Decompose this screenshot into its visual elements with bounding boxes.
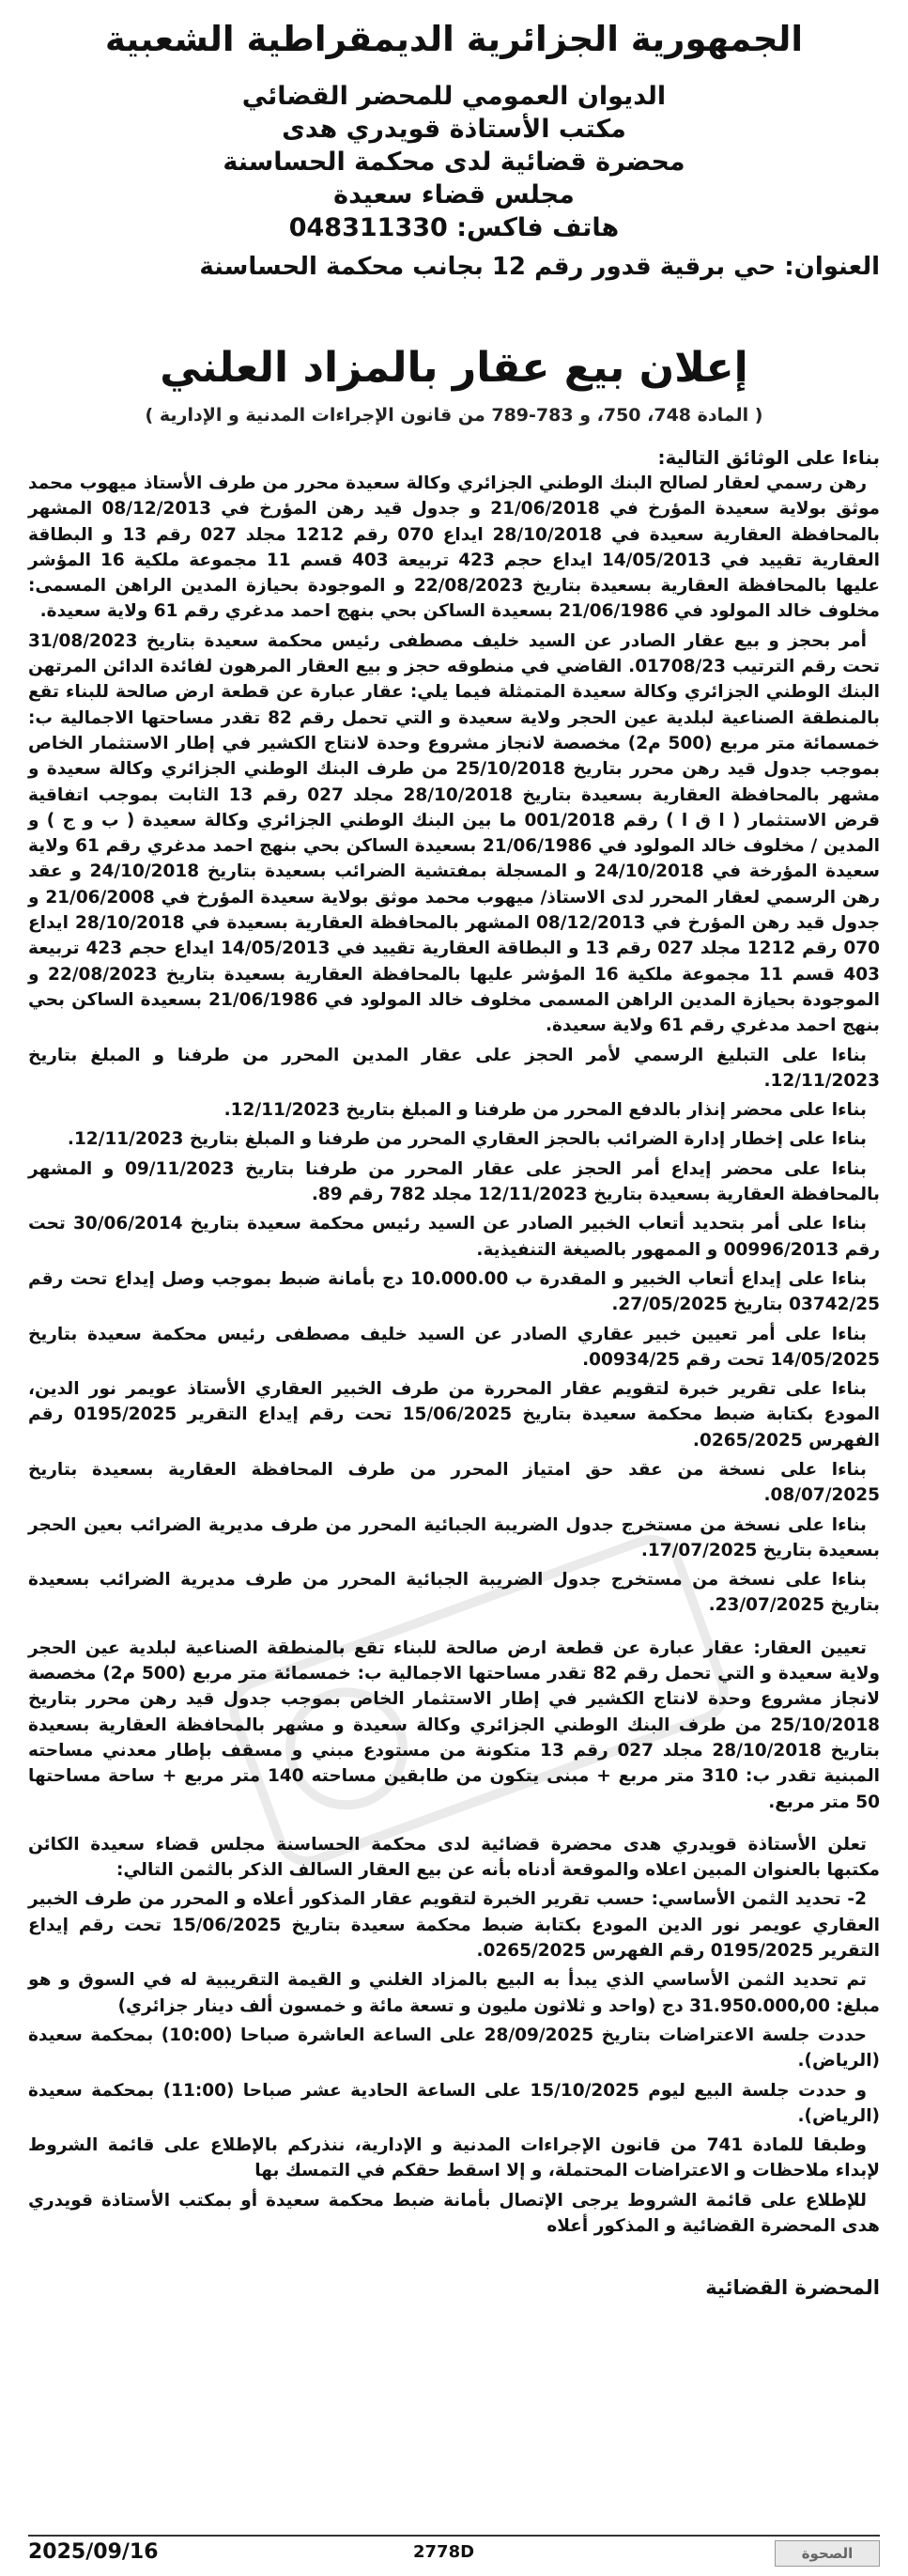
basis-paragraph: بناءا على إخطار إدارة الضرائب بالحجز العقاري المحرر من طرفنا و المبلغ بتاريخ 12/11/2023. [67,1129,867,1150]
basis-paragraph: أمر بحجز و بيع عقار الصادر عن السيد خليف مصطفى رئيس محكمة سعيدة بتاريخ 31/08/2023 تحت رقم الترتيب 01708/23. القاضي في منطوقه حجز و بيع العقار المرهون لفائدة الدائن المرتهن البنك الوطني الجزائري وكالة سعيدة المتمثلة فيما يلي: عقار عبارة عن قطعة ارض صالحة للبناء تقع بالمنطقة الصناعية لبلدية عين الحجر ولاية سعيدة و التي تحمل رقم 82 تقدر مساحتها الاجمالية ب: خمسمائة متر مربع (500 م2) مخصصة لانجاز مشروع وحدة لانتاج الكشير في إطار الاستثمار الخاص بموجب جدول قيد رهن محرر بتاريخ 25/10/2018 من طرف البنك الوطني الجزائري وكالة سعيدة و مشهر بالمحافظة العقارية بسعيدة بتاريخ 28/10/2018 مجلد 027 رقم 13 الثابت بموجب اتفاقية قرض الاستثمار ( ا ق ا ) رقم 001/2018 ما بين البنك الوطني الجزائري وكالة سعيدة ( ب و ج ) و المدين / مخلوف خالد المولود في 21/06/1986 بسعيدة الساكن بحي بنهج احمد مدغري رقم 61 ولاية سعيدة المؤرخة في 24/10/2018 و المسجلة بمفتشية الضرائب بسعيدة بتاريخ 24/10/2018 و عقد رهن الرسمي لعقار المحرر لدى الاستاذ/ ميهوب محمد موثق بولاية سعيدة المؤرخ في 21/06/2008 و جدول قيد رهن المؤرخ في 08/12/2013 المشهر بالمحافظة العقارية بسعيدة في 28/10/2018 ايداع 070 رقم 1212 مجلد 027 رقم 13 و البطاقة العقارية تقييد في 14/05/2013 ايداع حجم 423 تربيعة 403 قسم 11 مجموعة ملكية 16 المؤشر عليها بالمحافظة العقارية بسعيدة بتاريخ 22/08/2023 و الموجودة بحيازة المدين الراهن المسمى مخلوف خالد المولود في 21/06/1986 بسعيدة الساكن بحي بنهج احمد مدغري رقم 61 ولاية سعيدة. [28,630,881,1036]
spacer [28,1622,880,1636]
country-name: الجمهورية الجزائرية الديمقراطية الشعبية [104,19,804,59]
basis-paragraph: رهن رسمي لعقار لصالح البنك الوطني الجزائري وكالة سعيدة محرر من طرف الأستاذ ميهوب محمد موثق بولاية سعيدة المؤرخ في 21/06/2018 و جدول قيد رهن المؤرخ في 08/12/2013 المشهر بالمحافظة العقارية سعيدة في 28/10/2018 ايداع 070 رقم 1212 مجلد 027 رقم 13 و البطاقة العقارية تقييد في 14/05/2013 ايداع حجم 423 تربيعة 403 قسم 11 مجموعة ملكية 16 المؤشر عليها بالمحافظة العقارية بسعيدة بتاريخ 22/08/2023 و الموجودة بحيازة المدين الراهن المسمى: مخلوف خالد المولود في 21/06/1986 بسعيدة الساكن بحي بنهج احمد مدغري رقم 61 ولاية سعيدة. [28,473,881,622]
ad-code: 2778D [413,2542,475,2562]
header [28,0,880,284]
sale-session: و حددت جلسة البيع ليوم 15/10/2025 على الساعة الحادية عشر صباحا (11:00) بمحكمة سعيدة (الرياض). [28,2080,880,2126]
notice-subtitle: ( المادة 748، 750، و 783-789 من قانون الإجراءات المدنية و الإدارية ) [145,405,763,426]
basis-paragraph: بناءا على نسخة من مستخرج جدول الضريبة الجبائية المحرر من طرف مديرية الضرائب بعين الحجر بسعيدة بتاريخ 17/07/2025. [28,1514,880,1560]
phone-fax: هاتف فاكس: 048311330 [288,213,620,242]
price-amount-paragraph: تم تحديد الثمن الأساسي الذي يبدأ به البيع بالمزاد الغلني و القيمة التقريبية له في السوق و هو مبلغ: 31.950.000,00 دج (واحد و ثلاثون مليون و تسعة مائة و خمسون ألف دينار جزائري) [28,1970,880,2016]
office-block [28,80,880,244]
notice-paragraph: تعلن الأستاذة قويدري هدى محضرة قضائية لدى محكمة الحساسنة مجلس قضاء سعيدة الكائن مكتبها بالعنوان المبين اعلاه والموقعة أدناه بأنه عن بيع العقار السالف الذكر بالثمن التالي: [28,1834,880,1881]
contact-info: للإطلاع على قائمة الشروط يرجى الإتصال بأمانة ضبط محكمة سعيدة أو بمكتب الأستاذة قويدري هدى المحضرة القضائية و المذكور أعلاه [28,2190,880,2236]
basis-paragraph: بناءا على نسخة من عقد حق امتياز المحرر من طرف المحافظة العقارية بسعيدة بتاريخ 08/07/2025. [28,1459,880,1506]
footer [28,2535,880,2568]
office-line: محضرة قضائية لدى محكمة الحساسنة [223,147,685,177]
basis-paragraph: بناءا على تقرير خبرة لتقويم عقار المحررة من طرف الخبير العقاري الأستاذ عويمر نور الدين، المودع بكتابة ضبط محكمة سعيدة بتاريخ 15/06/2025 تحت رقم إيداع التقرير 0195/2025 رقم الفهرس 0265/2025. [28,1379,880,1451]
basis-heading: بناءا على الوثائق التالية: [657,446,880,469]
office-address: العنوان: حي برقية قدور رقم 12 بجانب محكمة الحساسنة [199,253,880,281]
basis-paragraph: بناءا على التبليغ الرسمي لأمر الحجز على عقار المدين المحرر من طرفنا و المبلغ بتاريخ 12/11/2023. [28,1045,880,1091]
legal-warning: وطبقا للمادة 741 من قانون الإجراءات المدنية و الإدارية، ننذركم بالإطلاع على قائمة الشروط لإبداء ملاحظات و الاعتراضات المحتملة، و إلا اسقط حقكم في التمسك بها [28,2135,880,2181]
spacer [28,1819,880,1832]
basis-paragraph: بناءا على إيداع أتعاب الخبير و المقدرة ب 10.000.00 دج بأمانة ضبط بموجب وصل إيداع تحت رقم 03742/25 بتاريخ 27/05/2025. [28,1268,880,1315]
basis-paragraph: بناءا على أمر تعيين خبير عقاري الصادر عن السيد خليف مصطفى رئيس محكمة سعيدة بتاريخ 14/05/2025 تحت رقم 00934/25. [28,1324,880,1370]
property-designation: تعيين العقار: عقار عبارة عن قطعة ارض صالحة للبناء تقع بالمنطقة الصناعية لبلدية عين الحجر ولاية سعيدة و التي تحمل رقم 82 تقدر مساحتها الاجمالية ب: خمسمائة متر مربع (500 م2) مخصصة لانجاز مشروع وحدة لانتاج الكشير في إطار الاستثمار الخاص بموجب جدول قيد رهن محرر بتاريخ 25/10/2018 من طرف البنك الوطني الجزائري وكالة سعيدة و مشهر بالمحافظة العقارية بسعيدة بتاريخ 28/10/2018 مجلد 027 رقم 13 متكونة من مستودع مبني و مسقف بإطار معدني مساحته المبنية تقدر ب: 310 متر مربع + مبنى يتكون من طابقين مساحته 140 متر مربع + ساحة مساحتها 50 متر مربع. [28,1637,880,1812]
notice-title: إعلان بيع عقار بالمزاد العلني [160,344,748,392]
basis-paragraph: بناءا على أمر بتحديد أتعاب الخبير الصادر عن السيد رئيس محكمة سعيدة بتاريخ 30/06/2014 تحت رقم 00996/2013 و الممهور بالصيغة التنفيذية. [28,1214,880,1260]
basis-paragraph: بناءا على محضر إنذار بالدفع المحرر من طرفنا و المبلغ بتاريخ 12/11/2023. [223,1100,867,1121]
signature-label: المحضرة القضائية [705,2276,880,2300]
office-line: الديوان العمومي للمحضر القضائي [241,82,667,111]
basis-paragraph: بناءا على محضر إيداع أمر الحجز على عقار المحرر من طرفنا بتاريخ 09/11/2023 و المشهر بالمحافظة العقارية بسعيدة بتاريخ 12/11/2023 مجلد 782 رقم 89. [28,1158,880,1205]
newspaper-logo: الصحوة [775,2540,880,2567]
office-line: مكتب الأستاذة قويدري هدى [282,115,626,144]
office-line: مجلس قضاء سعيدة [333,180,575,209]
publication-date: 2025/09/16 [28,2540,159,2564]
base-price-paragraph: 2- تحديد الثمن الأساسي: حسب تقرير الخبرة لتقويم عقار المذكور أعلاه و المحرر من طرف الخبير العقاري عويمر نور الدين المودع بكتابة ضبط محكمة سعيدة بتاريخ 15/06/2025 تحت رقم إيداع التقرير 0195/2025 رقم الفهرس 0265/2025. [28,1889,880,1962]
basis-paragraph: بناءا على نسخة من مستخرج جدول الضريبة الجبائية المحرر من طرف مديرية الضرائب بسعيدة بتاريخ 23/07/2025. [28,1570,880,1616]
objection-session: حددت جلسة الاعتراضات بتاريخ 28/09/2025 على الساعة العاشرة صباحا (10:00) بمحكمة سعيدة (الرياض). [28,2025,880,2072]
